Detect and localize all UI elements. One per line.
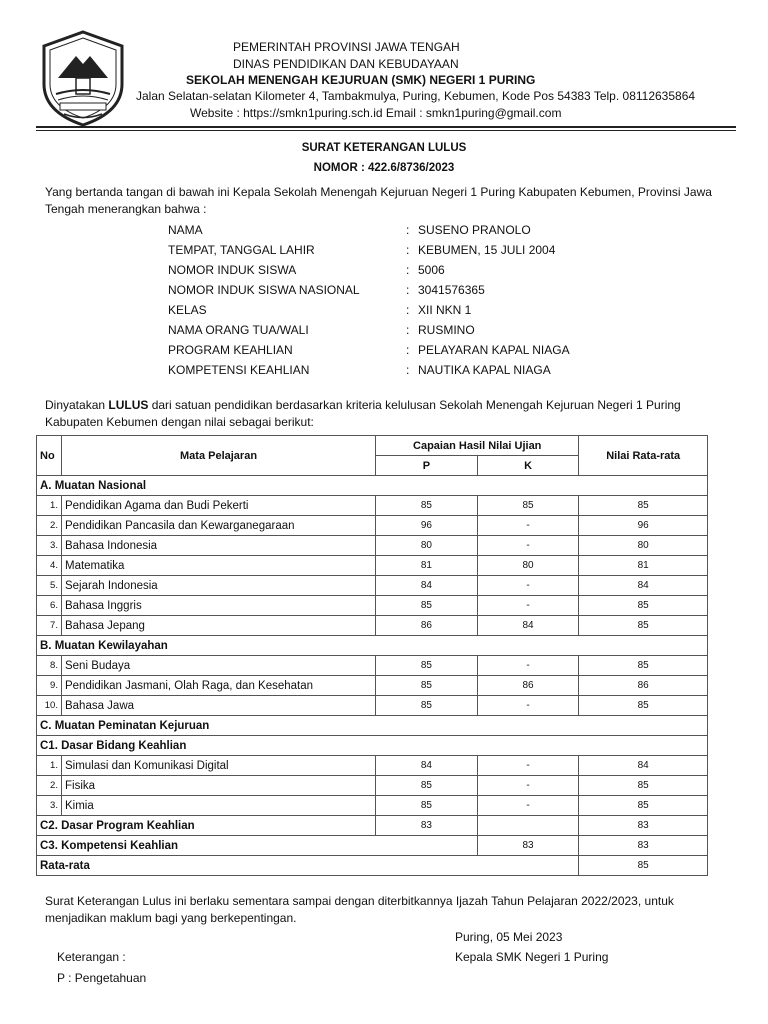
grades-table xyxy=(36,435,708,876)
row-no: 8. xyxy=(37,656,62,676)
row-subject: Sejarah Indonesia xyxy=(61,576,375,596)
section-row xyxy=(37,736,708,756)
row-k: - xyxy=(477,796,579,816)
identity-colon: : xyxy=(406,223,410,237)
table-row xyxy=(37,776,708,796)
row-no: 10. xyxy=(37,696,62,716)
identity-label: NAMA ORANG TUA/WALI xyxy=(168,323,309,337)
identity-value: KEBUMEN, 15 JULI 2004 xyxy=(418,243,556,257)
section-label: C1. Dasar Bidang Keahlian xyxy=(37,736,708,756)
school-name: SEKOLAH MENENGAH KEJURUAN (SMK) NEGERI 1 PURING xyxy=(186,73,536,87)
school-contact: Website : https://smkn1puring.sch.id Email : smkn1puring@gmail.com xyxy=(190,106,562,120)
header-no: No xyxy=(37,436,62,476)
row-avg: 84 xyxy=(579,576,708,596)
row-k: - xyxy=(477,756,579,776)
table-row xyxy=(37,516,708,536)
row-subject: Pendidikan Agama dan Budi Pekerti xyxy=(61,496,375,516)
row-no: 4. xyxy=(37,556,62,576)
declaration-pre: Dinyatakan xyxy=(45,398,109,412)
row-avg: 85 xyxy=(579,496,708,516)
identity-colon: : xyxy=(406,303,410,317)
identity-label: NOMOR INDUK SISWA NASIONAL xyxy=(168,283,360,297)
row-p: 85 xyxy=(376,776,478,796)
row-no: 2. xyxy=(37,516,62,536)
government-name: PEMERINTAH PROVINSI JAWA TENGAH xyxy=(233,40,460,54)
section-label: A. Muatan Nasional xyxy=(37,476,708,496)
row-subject: Kimia xyxy=(61,796,375,816)
identity-value: SUSENO PRANOLO xyxy=(418,223,531,237)
table-row xyxy=(37,656,708,676)
average-value: 85 xyxy=(579,856,708,876)
row-no: 7. xyxy=(37,616,62,636)
declaration-paragraph xyxy=(45,397,735,431)
identity-label: PROGRAM KEAHLIAN xyxy=(168,343,293,357)
declaration-post: dari satuan pendidikan berdasarkan kriteria kelulusan Sekolah Menengah Kejuruan Negeri 1 Puring Kabupaten Kebumen dengan nilai sebagai berikut: xyxy=(45,398,681,429)
average-row xyxy=(37,856,708,876)
row-avg: 84 xyxy=(579,756,708,776)
row-p: 85 xyxy=(376,596,478,616)
table-row xyxy=(37,596,708,616)
identity-value: PELAYARAN KAPAL NIAGA xyxy=(418,343,570,357)
subtotal-k: 83 xyxy=(477,836,579,856)
subtotal-row xyxy=(37,816,708,836)
header-divider-thick xyxy=(36,126,736,128)
identity-value: RUSMINO xyxy=(418,323,475,337)
row-k: 84 xyxy=(477,616,579,636)
row-avg: 86 xyxy=(579,676,708,696)
row-k: - xyxy=(477,776,579,796)
row-no: 1. xyxy=(37,756,62,776)
row-p: 84 xyxy=(376,756,478,776)
table-row xyxy=(37,576,708,596)
section-row xyxy=(37,636,708,656)
row-no: 3. xyxy=(37,536,62,556)
identity-label: TEMPAT, TANGGAL LAHIR xyxy=(168,243,315,257)
header-exam-group: Capaian Hasil Nilai Ujian xyxy=(376,436,579,456)
note-label: Keterangan : xyxy=(57,950,126,964)
section-row xyxy=(37,716,708,736)
row-subject: Bahasa Jawa xyxy=(61,696,375,716)
section-label: B. Muatan Kewilayahan xyxy=(37,636,708,656)
row-avg: 96 xyxy=(579,516,708,536)
table-row xyxy=(37,536,708,556)
identity-value: XII NKN 1 xyxy=(418,303,472,317)
note-p-legend: P : Pengetahuan xyxy=(57,971,147,985)
department-name: DINAS PENDIDIKAN DAN KEBUDAYAAN xyxy=(233,57,459,71)
row-k: - xyxy=(477,596,579,616)
signer-title: Kepala SMK Negeri 1 Puring xyxy=(455,950,609,964)
identity-value: NAUTIKA KAPAL NIAGA xyxy=(418,363,551,377)
row-p: 85 xyxy=(376,656,478,676)
row-p: 96 xyxy=(376,516,478,536)
intro-paragraph: Yang bertanda tangan di bawah ini Kepala Sekolah Menengah Kejuruan Negeri 1 Puring Kabupaten Kebumen, Provinsi Jawa Tengah menerangkan bahwa : xyxy=(45,185,712,216)
row-p: 81 xyxy=(376,556,478,576)
row-subject: Simulasi dan Komunikasi Digital xyxy=(61,756,375,776)
row-subject: Fisika xyxy=(61,776,375,796)
row-avg: 85 xyxy=(579,656,708,676)
row-no: 5. xyxy=(37,576,62,596)
identity-label: KOMPETENSI KEAHLIAN xyxy=(168,363,310,377)
validity-paragraph: Surat Keterangan Lulus ini berlaku sementara sampai dengan diterbitkannya Ijazah Tahun Pelajaran 2022/2023, untuk menjadikan maklum bagi yang berkepentingan. xyxy=(45,894,674,925)
identity-label: KELAS xyxy=(168,303,207,317)
identity-value: 5006 xyxy=(418,263,445,277)
row-p: 84 xyxy=(376,576,478,596)
table-row xyxy=(37,616,708,636)
average-label: Rata-rata xyxy=(37,856,579,876)
row-avg: 85 xyxy=(579,696,708,716)
subtotal-avg: 83 xyxy=(579,836,708,856)
table-row xyxy=(37,696,708,716)
row-p: 85 xyxy=(376,496,478,516)
header-subject: Mata Pelajaran xyxy=(61,436,375,476)
header-average: Nilai Rata-rata xyxy=(579,436,708,476)
row-k: - xyxy=(477,536,579,556)
row-avg: 81 xyxy=(579,556,708,576)
row-p: 80 xyxy=(376,536,478,556)
row-subject: Bahasa Indonesia xyxy=(61,536,375,556)
row-k: - xyxy=(477,516,579,536)
row-no: 9. xyxy=(37,676,62,696)
subtotal-label: C2. Dasar Program Keahlian xyxy=(37,816,376,836)
row-avg: 85 xyxy=(579,776,708,796)
subtotal-row xyxy=(37,836,708,856)
row-k: 85 xyxy=(477,496,579,516)
row-k: - xyxy=(477,696,579,716)
identity-colon: : xyxy=(406,363,410,377)
row-subject: Bahasa Jepang xyxy=(61,616,375,636)
row-avg: 85 xyxy=(579,616,708,636)
table-row xyxy=(37,796,708,816)
row-no: 6. xyxy=(37,596,62,616)
place-date: Puring, 05 Mei 2023 xyxy=(455,930,563,944)
jawa-tengah-emblem-icon xyxy=(36,28,130,128)
row-k: 86 xyxy=(477,676,579,696)
row-subject: Pendidikan Pancasila dan Kewarganegaraan xyxy=(61,516,375,536)
document-number: NOMOR : 422.6/8736/2023 xyxy=(313,162,455,174)
row-k: - xyxy=(477,656,579,676)
row-subject: Pendidikan Jasmani, Olah Raga, dan Kesehatan xyxy=(61,676,375,696)
row-avg: 80 xyxy=(579,536,708,556)
row-k: 80 xyxy=(477,556,579,576)
school-address: Jalan Selatan-selatan Kilometer 4, Tambakmulya, Puring, Kebumen, Kode Pos 54383 Telp. 08112635864 xyxy=(136,89,696,103)
row-subject: Matematika xyxy=(61,556,375,576)
row-p: 86 xyxy=(376,616,478,636)
row-k: - xyxy=(477,576,579,596)
subtotal-avg: 83 xyxy=(579,816,708,836)
header-divider-thin xyxy=(36,130,736,131)
subtotal-p xyxy=(376,836,478,856)
identity-colon: : xyxy=(406,283,410,297)
section-label: C. Muatan Peminatan Kejuruan xyxy=(37,716,708,736)
row-avg: 85 xyxy=(579,796,708,816)
identity-colon: : xyxy=(406,343,410,357)
identity-value: 3041576365 xyxy=(418,283,485,297)
row-no: 2. xyxy=(37,776,62,796)
identity-colon: : xyxy=(406,243,410,257)
row-p: 85 xyxy=(376,676,478,696)
row-subject: Seni Budaya xyxy=(61,656,375,676)
subtotal-label: C3. Kompetensi Keahlian xyxy=(37,836,376,856)
subtotal-p: 83 xyxy=(376,816,478,836)
row-avg: 85 xyxy=(579,596,708,616)
row-no: 3. xyxy=(37,796,62,816)
identity-colon: : xyxy=(406,323,410,337)
section-row xyxy=(37,476,708,496)
subtotal-k xyxy=(477,816,579,836)
table-row xyxy=(37,556,708,576)
identity-label: NOMOR INDUK SISWA xyxy=(168,263,297,277)
document-title: SURAT KETERANGAN LULUS xyxy=(301,142,467,154)
row-p: 85 xyxy=(376,796,478,816)
table-row xyxy=(37,756,708,776)
identity-label: NAMA xyxy=(168,223,203,237)
row-p: 85 xyxy=(376,696,478,716)
table-row xyxy=(37,676,708,696)
row-no: 1. xyxy=(37,496,62,516)
identity-colon: : xyxy=(406,263,410,277)
header-k: K xyxy=(477,456,579,476)
table-header-row xyxy=(37,436,708,456)
header-p: P xyxy=(376,456,478,476)
declaration-status: LULUS xyxy=(108,398,149,412)
row-subject: Bahasa Inggris xyxy=(61,596,375,616)
table-row xyxy=(37,496,708,516)
